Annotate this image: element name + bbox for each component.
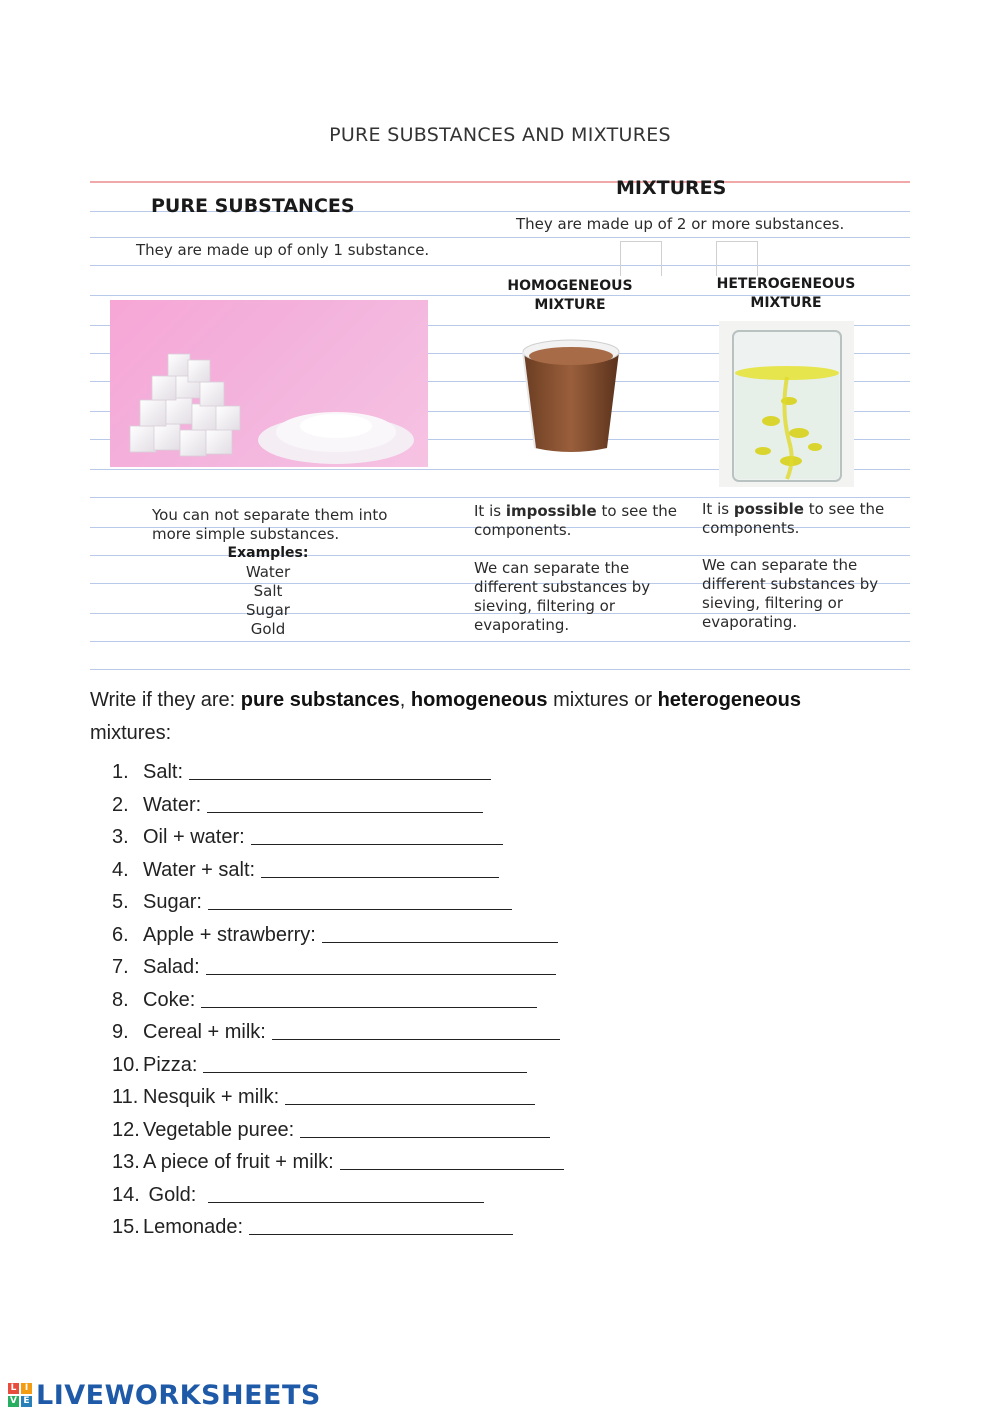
margin-rule — [90, 181, 910, 183]
exercise-item — [112, 1049, 564, 1082]
item-label: Salt: — [143, 761, 184, 783]
connector-box — [620, 241, 662, 276]
item-label: Water: — [143, 793, 202, 816]
item-number: 11. — [112, 1086, 139, 1108]
item-number: 14. — [112, 1183, 140, 1206]
homogeneous-title-line2: MIXTURE — [534, 297, 606, 313]
pure-note-line2: more simple substances. — [152, 525, 340, 543]
item-label: A piece of fruit + milk: — [143, 1151, 334, 1173]
exercise-item — [112, 756, 564, 789]
exercise-item — [112, 789, 564, 822]
item-number: 8. — [112, 988, 129, 1011]
examples-list — [218, 544, 318, 639]
heterogeneous-title — [704, 275, 868, 313]
answer-blank[interactable] — [208, 889, 512, 910]
text-line: different substances by — [474, 578, 651, 596]
sugar-image — [110, 300, 428, 467]
notebook-rule — [90, 265, 910, 266]
heterogeneous-separation — [702, 556, 912, 632]
logo-badge-icon — [8, 1383, 32, 1407]
homogeneous-visibility-line2: components. — [474, 521, 572, 539]
item-number: 7. — [112, 956, 129, 978]
pure-definition: They are made up of only 1 substance. — [136, 241, 430, 259]
examples-label: Examples: — [227, 545, 309, 561]
item-label: Water + salt: — [143, 858, 256, 881]
answer-blank[interactable] — [322, 922, 558, 943]
badge-letter: I — [21, 1383, 32, 1394]
text-line: evaporating. — [474, 616, 570, 634]
item-number: 10. — [112, 1053, 140, 1076]
text: to see the — [601, 502, 677, 520]
item-label: Cereal + milk: — [143, 1021, 266, 1043]
answer-blank[interactable] — [249, 1214, 513, 1235]
item-label: Gold: — [143, 1183, 197, 1206]
text-line: different substances by — [702, 575, 879, 593]
text-bold: impossible — [505, 502, 597, 520]
cup-icon — [515, 330, 627, 460]
exercise-item — [112, 1179, 564, 1212]
exercise-item — [112, 1016, 564, 1049]
pure-note-line1: You can not separate them into — [152, 506, 388, 524]
text-line: sieving, filtering or — [702, 594, 844, 612]
example-item: Gold — [250, 620, 286, 638]
notebook-rule — [90, 497, 910, 498]
answer-blank[interactable] — [285, 1084, 535, 1105]
text: It is — [702, 500, 730, 518]
exercise-item — [112, 984, 564, 1017]
answer-blank[interactable] — [272, 1019, 560, 1040]
page-title: PURE SUBSTANCES AND MIXTURES — [329, 124, 671, 146]
exercise-item — [112, 1211, 564, 1244]
pure-heading: PURE SUBSTANCES — [151, 195, 355, 217]
exercise-item — [112, 1081, 564, 1114]
logo-text: LIVEWORKSHEETS — [36, 1379, 321, 1411]
text-line: We can separate the — [474, 559, 630, 577]
item-label: Apple + strawberry: — [143, 923, 316, 946]
pure-note — [152, 506, 387, 544]
text: mixtures: — [90, 722, 172, 744]
exercise-item — [112, 886, 564, 919]
answer-blank[interactable] — [261, 857, 499, 878]
answer-blank[interactable] — [208, 1182, 484, 1203]
item-number: 12. — [112, 1118, 140, 1141]
heterogeneous-title-line1: HETEROGENEOUS — [716, 276, 856, 292]
homogeneous-title — [490, 277, 650, 315]
item-number: 2. — [112, 793, 129, 816]
text-line: evaporating. — [702, 613, 798, 631]
exercise-item — [112, 821, 564, 854]
instructions — [90, 684, 850, 750]
item-label: Sugar: — [143, 891, 202, 913]
heterogeneous-visibility-line2: components. — [702, 519, 800, 537]
item-number: 9. — [112, 1021, 129, 1043]
homogeneous-visibility — [474, 502, 694, 540]
badge-letter: V — [8, 1396, 19, 1407]
chocolate-milk-image — [515, 330, 627, 460]
item-number: 1. — [112, 761, 129, 783]
answer-blank[interactable] — [189, 759, 491, 780]
answer-blank[interactable] — [207, 792, 483, 813]
example-item: Sugar — [246, 601, 290, 619]
exercise-item — [112, 1114, 564, 1147]
homogeneous-title-line1: HOMOGENEOUS — [507, 278, 633, 294]
item-label: Oil + water: — [143, 826, 245, 848]
answer-blank[interactable] — [203, 1052, 527, 1073]
answer-blank[interactable] — [340, 1149, 564, 1170]
text: mixtures or — [553, 689, 653, 711]
notebook-rule — [90, 669, 910, 670]
exercise-list — [112, 756, 564, 1244]
text: , — [399, 689, 406, 711]
text: Write if they are: — [90, 689, 236, 711]
exercise-item — [112, 1146, 564, 1179]
notebook-rule — [90, 237, 910, 238]
answer-blank[interactable] — [201, 987, 537, 1008]
text-line: We can separate the — [702, 556, 858, 574]
notebook-rule — [90, 641, 910, 642]
item-number: 13. — [112, 1151, 140, 1173]
item-number: 5. — [112, 891, 129, 913]
item-number: 4. — [112, 858, 129, 881]
keyword-homogeneous: homogeneous — [410, 689, 548, 711]
example-item: Salt — [253, 582, 283, 600]
text-line: sieving, filtering or — [474, 597, 616, 615]
oil-water-beaker-image — [719, 321, 854, 487]
homogeneous-separation — [474, 559, 694, 635]
item-label: Salad: — [143, 956, 200, 978]
answer-blank[interactable] — [206, 954, 556, 975]
item-label: Coke: — [143, 988, 196, 1011]
mixtures-heading: MIXTURES — [616, 177, 727, 199]
item-label: Pizza: — [143, 1053, 198, 1076]
heterogeneous-title-line2: MIXTURE — [750, 295, 822, 311]
liveworksheets-logo[interactable] — [8, 1379, 321, 1411]
badge-letter: L — [8, 1383, 19, 1394]
heterogeneous-visibility — [702, 500, 922, 538]
beaker-icon — [719, 321, 854, 487]
example-item: Water — [245, 563, 291, 581]
item-number: 15. — [112, 1216, 140, 1238]
text-bold: possible — [733, 500, 804, 518]
text: It is — [474, 502, 502, 520]
answer-blank[interactable] — [300, 1117, 550, 1138]
item-number: 3. — [112, 826, 129, 848]
item-label: Lemonade: — [143, 1216, 244, 1238]
text: to see the — [808, 500, 885, 518]
badge-letter: E — [21, 1396, 32, 1407]
item-number: 6. — [112, 923, 129, 946]
connector-box — [716, 241, 758, 276]
item-label: Nesquik + milk: — [143, 1086, 280, 1108]
exercise-item — [112, 951, 564, 984]
exercise-item — [112, 919, 564, 952]
heterogeneous-visibility-line1 — [702, 500, 922, 519]
keyword-pure: pure substances — [240, 689, 400, 711]
notebook-panel — [90, 175, 910, 675]
item-label: Vegetable puree: — [143, 1118, 295, 1141]
answer-blank[interactable] — [251, 824, 503, 845]
keyword-heterogeneous: heterogeneous — [657, 689, 801, 711]
sugar-cubes-icon — [110, 300, 428, 467]
homogeneous-visibility-line1 — [474, 502, 694, 521]
exercise-item — [112, 854, 564, 887]
mixtures-definition: They are made up of 2 or more substances. — [516, 215, 845, 233]
